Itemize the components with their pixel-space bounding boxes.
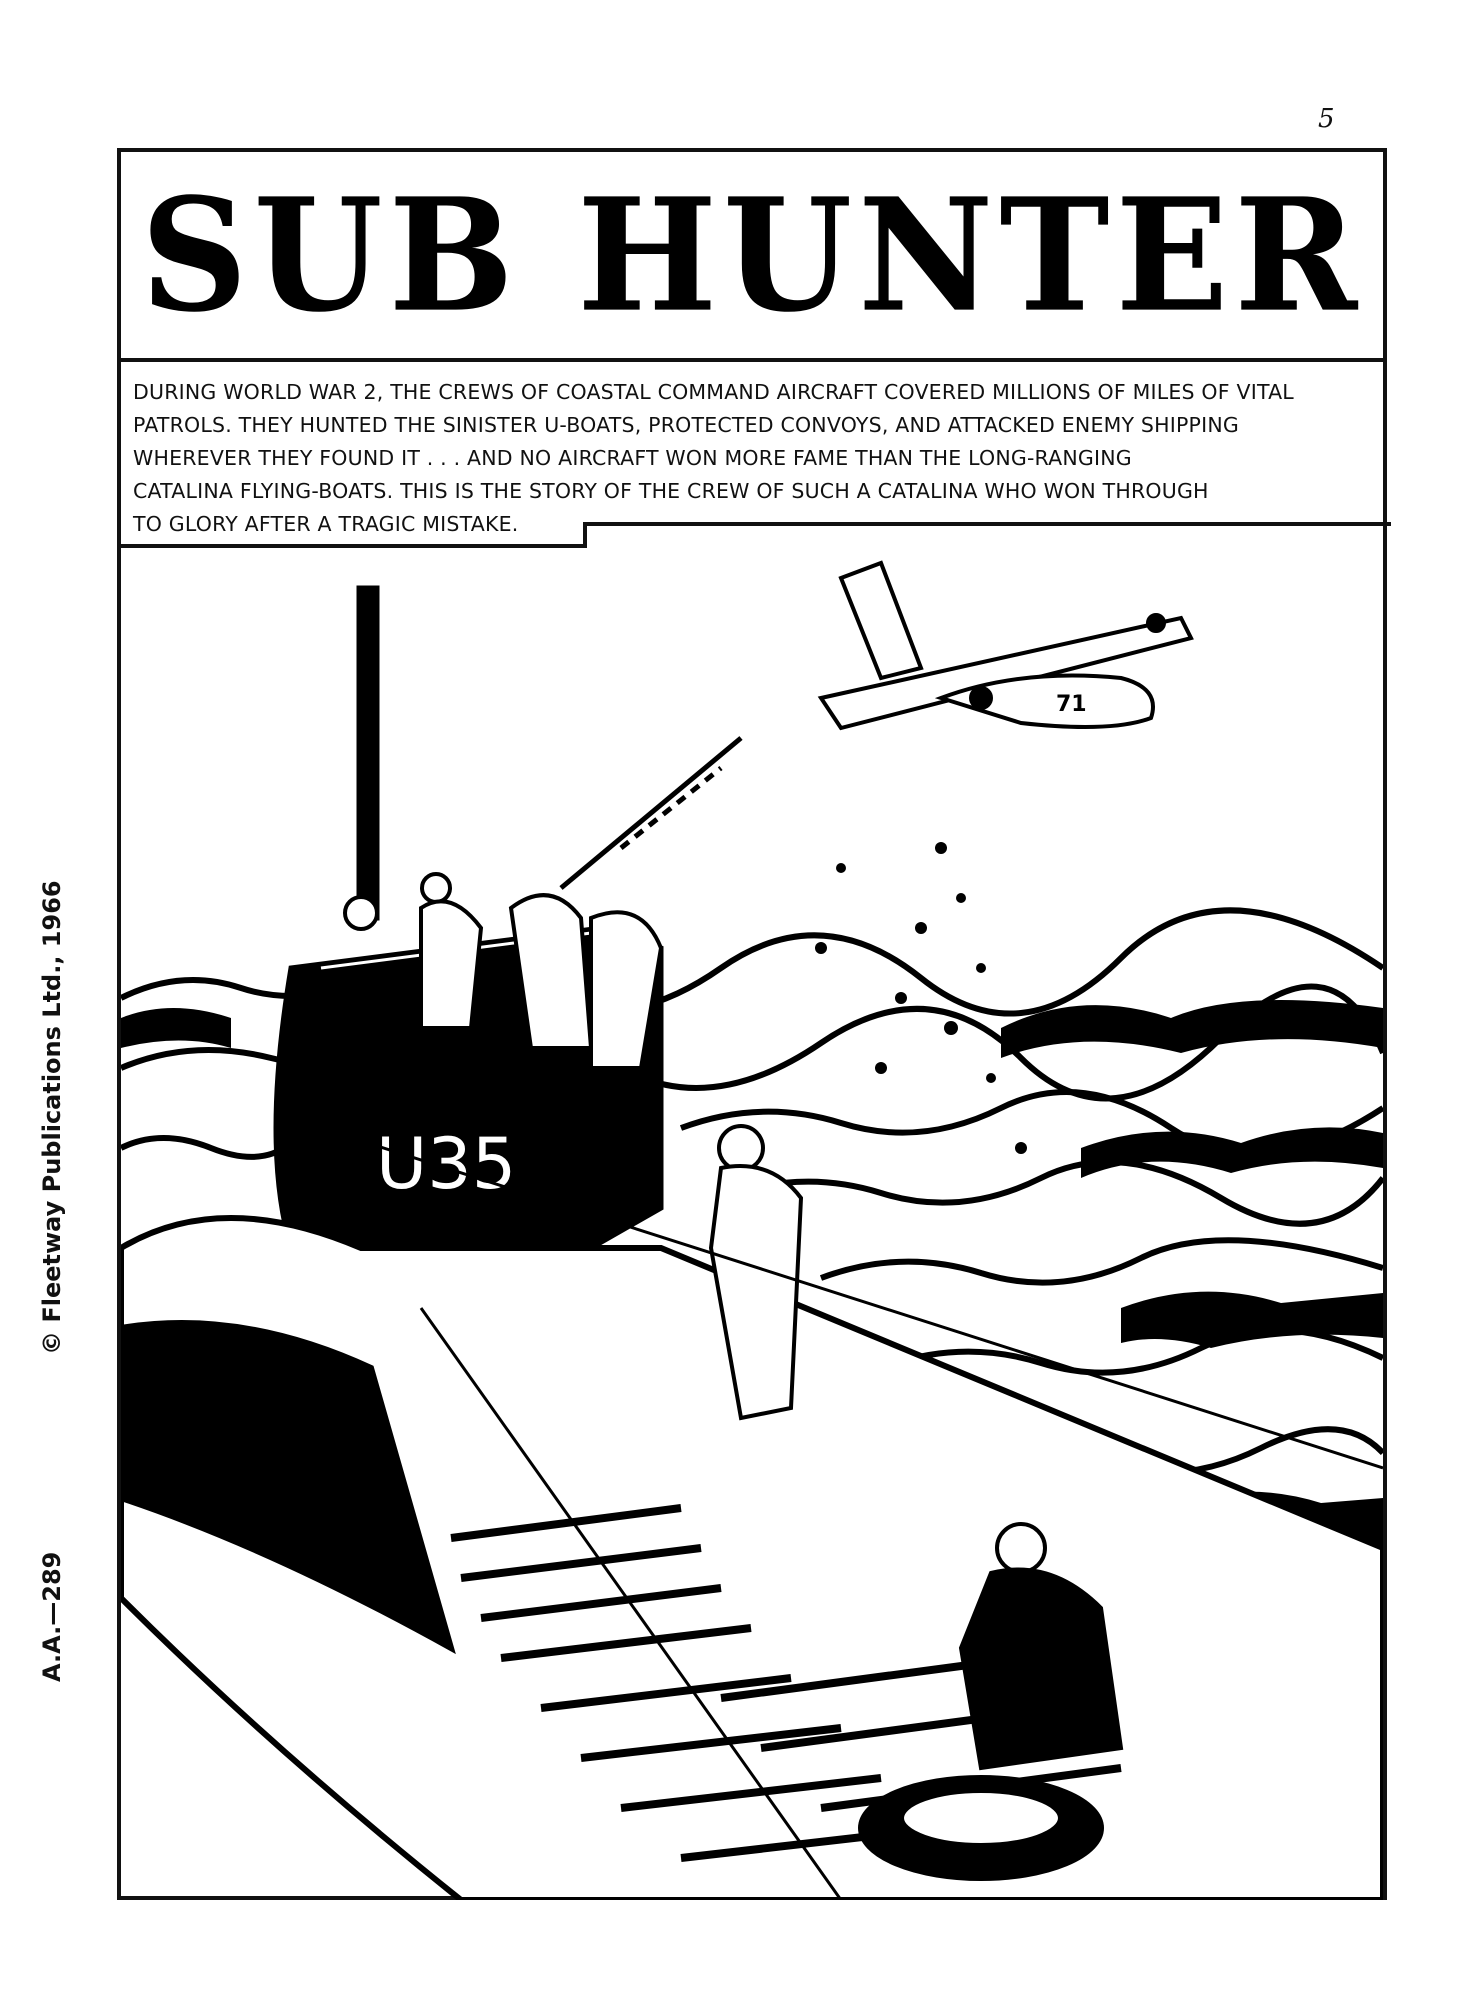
issue-number: A.A.—289 <box>38 1551 66 1682</box>
deck-hatch <box>861 1778 1101 1878</box>
caption-line: PATROLS. THEY HUNTED THE SINISTER U-BOATS, PROTECTED CONVOYS, AND ATTACKED ENEMY SHIPPING <box>133 413 1239 437</box>
story-title: SUB HUNTER <box>140 163 1364 347</box>
title-box <box>121 152 1383 362</box>
bullet-splashes <box>815 842 1027 1154</box>
page-number: 5 <box>1318 104 1335 134</box>
aircraft-number: 71 <box>1056 692 1087 717</box>
submarine-number: U35 <box>376 1123 517 1205</box>
caption-line: CATALINA FLYING-BOATS. THIS IS THE STORY OF THE CREW OF SUCH A CATALINA WHO WON THROUGH <box>133 479 1209 503</box>
comic-panel <box>117 148 1387 1900</box>
copyright-notice: © Fleetway Publications Ltd., 1966 <box>38 880 66 1355</box>
tracer-fire <box>561 738 741 888</box>
caption-line: TO GLORY AFTER A TRAGIC MISTAKE. <box>133 512 519 536</box>
intro-caption <box>121 362 1391 541</box>
submarine-illustration <box>121 548 1383 1900</box>
catalina-aircraft <box>821 563 1191 728</box>
caption-line: DURING WORLD WAR 2, THE CREWS OF COASTAL COMMAND AIRCRAFT COVERED MILLIONS OF MILES OF VITAL <box>133 380 1294 404</box>
caption-border <box>583 522 1391 526</box>
caption-line: WHEREVER THEY FOUND IT . . . AND NO AIRCRAFT WON MORE FAME THAN THE LONG-RANGING <box>133 446 1132 470</box>
